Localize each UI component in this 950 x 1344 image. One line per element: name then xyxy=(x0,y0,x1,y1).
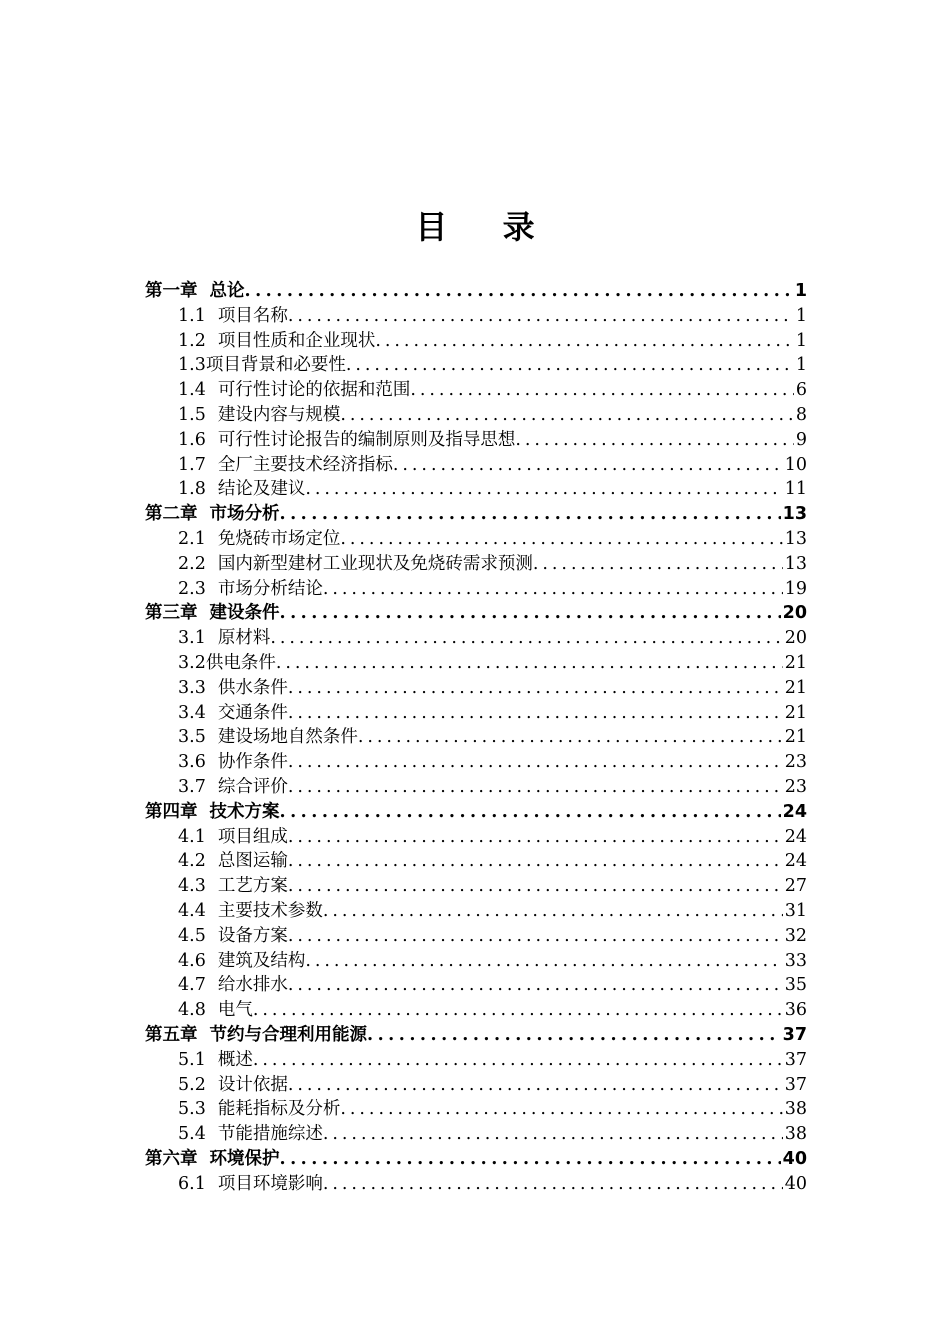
toc-chapter-entry[interactable] xyxy=(145,800,807,825)
toc-entry-label: 概述 xyxy=(217,1049,253,1070)
toc-section-entry[interactable] xyxy=(145,1097,807,1122)
page-title: 目 录 xyxy=(415,208,557,246)
toc-page-number: 23 xyxy=(784,752,807,773)
toc-entry-number: 1.6 xyxy=(178,429,206,450)
toc-dot-leader xyxy=(288,701,783,726)
toc-entry-number: 第四章 xyxy=(145,801,198,822)
toc-page-number: 8 xyxy=(795,404,807,425)
toc-section-entry[interactable] xyxy=(145,577,807,602)
toc-page-number: 1 xyxy=(795,330,807,351)
toc-entry-label: 项目背景和必要性 xyxy=(205,355,346,376)
toc-section-entry[interactable] xyxy=(145,453,807,478)
toc-entry-number: 3.6 xyxy=(178,752,206,773)
toc-entry-number: 第三章 xyxy=(145,603,198,624)
toc-chapter-entry[interactable] xyxy=(145,1023,807,1048)
toc-dot-leader xyxy=(533,552,783,577)
toc-page-number: 24 xyxy=(782,801,807,822)
toc-dot-leader xyxy=(340,1097,782,1122)
toc-section-entry[interactable] xyxy=(145,304,807,329)
toc-chapter-entry[interactable] xyxy=(145,601,807,626)
toc-entry-label: 市场分析 xyxy=(209,504,280,525)
toc-section-entry[interactable] xyxy=(145,849,807,874)
toc-entry-label: 环境保护 xyxy=(209,1148,280,1169)
toc-chapter-entry[interactable] xyxy=(145,1147,807,1172)
toc-dot-leader xyxy=(288,874,783,899)
toc-entry-number: 5.3 xyxy=(178,1099,206,1120)
toc-dot-leader xyxy=(276,651,783,676)
toc-chapter-entry[interactable] xyxy=(145,502,807,527)
toc-entry-number: 1.3 xyxy=(178,355,206,376)
toc-entry-label: 可行性讨论报告的编制原则及指导思想 xyxy=(217,429,516,450)
toc-entry-label: 给水排水 xyxy=(217,975,288,996)
toc-page-number: 1 xyxy=(795,305,807,326)
toc-section-entry[interactable] xyxy=(145,899,807,924)
toc-section-entry[interactable] xyxy=(145,428,807,453)
toc-entry-label: 设计依据 xyxy=(217,1074,288,1095)
toc-page-number: 10 xyxy=(784,454,807,475)
toc-section-entry[interactable] xyxy=(145,651,807,676)
toc-page-number: 21 xyxy=(784,652,807,673)
toc-dot-leader xyxy=(393,453,783,478)
toc-page-number: 37 xyxy=(782,1024,807,1045)
toc-dot-leader xyxy=(280,502,781,527)
toc-entry-label: 建筑及结构 xyxy=(217,950,306,971)
toc-entry-label: 协作条件 xyxy=(217,752,288,773)
toc-page-number: 20 xyxy=(784,628,807,649)
toc-section-entry[interactable] xyxy=(145,775,807,800)
toc-dot-leader xyxy=(288,750,783,775)
toc-entry-label: 国内新型建材工业现状及免烧砖需求预测 xyxy=(217,553,533,574)
toc-entry-label: 设备方案 xyxy=(217,925,288,946)
toc-dot-leader xyxy=(323,899,783,924)
toc-page-number: 31 xyxy=(784,900,807,921)
toc-entry-number: 4.6 xyxy=(178,950,206,971)
toc-dot-leader xyxy=(305,949,782,974)
toc-entry-number: 3.3 xyxy=(178,677,206,698)
toc-page-number: 21 xyxy=(784,727,807,748)
toc-entry-number: 1.4 xyxy=(178,380,206,401)
toc-dot-leader xyxy=(280,1147,781,1172)
toc-dot-leader xyxy=(346,353,794,378)
toc-dot-leader xyxy=(323,577,783,602)
toc-entry-number: 2.1 xyxy=(178,528,206,549)
toc-page-number: 40 xyxy=(784,1173,807,1194)
toc-page-number: 40 xyxy=(782,1148,807,1169)
toc-dot-leader xyxy=(253,998,783,1023)
toc-entry-label: 供电条件 xyxy=(205,652,276,673)
toc-page-number: 35 xyxy=(784,975,807,996)
toc-entry-number: 1.7 xyxy=(178,454,206,475)
toc-page-number: 24 xyxy=(784,851,807,872)
toc-entry-number: 4.5 xyxy=(178,925,206,946)
toc-entry-label: 全厂主要技术经济指标 xyxy=(217,454,393,475)
toc-page-number: 27 xyxy=(784,876,807,897)
toc-entry-number: 3.2 xyxy=(178,652,206,673)
toc-entry-label: 项目名称 xyxy=(217,305,288,326)
toc-page-number: 13 xyxy=(784,553,807,574)
toc-dot-leader xyxy=(515,428,794,453)
toc-entry-number: 5.1 xyxy=(178,1049,206,1070)
toc-entry-number: 第五章 xyxy=(145,1024,198,1045)
toc-dot-leader xyxy=(288,849,783,874)
toc-dot-leader xyxy=(280,601,781,626)
toc-entry-number: 1.2 xyxy=(178,330,206,351)
toc-section-entry[interactable] xyxy=(145,973,807,998)
toc-dot-leader xyxy=(280,800,781,825)
toc-entry-label: 建设内容与规模 xyxy=(217,404,341,425)
toc-page-number: 11 xyxy=(784,479,807,500)
toc-entry-number: 3.5 xyxy=(178,727,206,748)
toc-section-entry[interactable] xyxy=(145,378,807,403)
toc-entry-number: 第一章 xyxy=(145,281,198,301)
toc-section-entry[interactable] xyxy=(145,1122,807,1147)
toc-section-entry[interactable] xyxy=(145,403,807,428)
toc-dot-leader xyxy=(410,378,794,403)
toc-dot-leader xyxy=(253,1048,783,1073)
toc-section-entry[interactable] xyxy=(145,676,807,701)
toc-section-entry[interactable] xyxy=(145,1048,807,1073)
toc-section-entry[interactable] xyxy=(145,329,807,354)
toc-dot-leader xyxy=(245,279,793,304)
toc-entry-label: 原材料 xyxy=(217,628,271,649)
toc-entry-label: 技术方案 xyxy=(209,801,280,822)
toc-section-entry[interactable] xyxy=(145,874,807,899)
toc-page-number: 6 xyxy=(795,380,807,401)
toc-entry-number: 4.3 xyxy=(178,876,206,897)
toc-page-number: 37 xyxy=(784,1074,807,1095)
toc-dot-leader xyxy=(340,403,794,428)
toc-entry-number: 2.2 xyxy=(178,553,206,574)
toc-entry-label: 节能措施综述 xyxy=(217,1124,323,1145)
toc-section-entry[interactable] xyxy=(145,998,807,1023)
toc-dot-leader xyxy=(358,725,783,750)
toc-page-number: 23 xyxy=(784,776,807,797)
toc-page-number: 13 xyxy=(782,504,807,525)
toc-entry-number: 1.1 xyxy=(178,305,206,326)
toc-entry-number: 6.1 xyxy=(178,1173,206,1194)
toc-page-number: 38 xyxy=(784,1099,807,1120)
toc-dot-leader xyxy=(323,1172,783,1197)
toc-entry-label: 项目性质和企业现状 xyxy=(217,330,376,351)
toc-entry-label: 能耗指标及分析 xyxy=(217,1099,341,1120)
toc-entry-number: 3.4 xyxy=(178,702,206,723)
toc-entry-number: 第二章 xyxy=(145,504,198,525)
toc-dot-leader xyxy=(288,825,783,850)
toc-section-entry[interactable] xyxy=(145,1172,807,1197)
toc-entry-label: 电气 xyxy=(217,1000,253,1021)
toc-entry-label: 综合评价 xyxy=(217,776,288,797)
toc-entry-number: 5.2 xyxy=(178,1074,206,1095)
toc-entry-label: 工艺方案 xyxy=(217,876,288,897)
toc-page-number: 19 xyxy=(784,578,807,599)
toc-entry-label: 总图运输 xyxy=(217,851,288,872)
toc-entry-number: 3.1 xyxy=(178,628,206,649)
toc-entry-label: 可行性讨论的依据和范围 xyxy=(217,380,411,401)
toc-entry-label: 市场分析结论 xyxy=(217,578,323,599)
toc-section-entry[interactable] xyxy=(145,477,807,502)
toc-dot-leader xyxy=(288,924,783,949)
toc-page-number: 36 xyxy=(784,1000,807,1021)
toc-dot-leader xyxy=(270,626,782,651)
toc-page-number: 21 xyxy=(784,702,807,723)
toc-entry-label: 总论 xyxy=(209,281,245,301)
toc-entry-number: 4.1 xyxy=(178,826,206,847)
toc-section-entry[interactable] xyxy=(145,725,807,750)
toc-page-number: 20 xyxy=(782,603,807,624)
toc-entry-label: 免烧砖市场定位 xyxy=(217,528,341,549)
toc-page-number: 1 xyxy=(795,355,807,376)
toc-section-entry[interactable] xyxy=(145,1073,807,1098)
toc-entry-label: 建设场地自然条件 xyxy=(217,727,358,748)
toc-dot-leader xyxy=(288,676,783,701)
toc-entry-label: 交通条件 xyxy=(217,702,288,723)
toc-entry-label: 项目环境影响 xyxy=(217,1173,323,1194)
toc-entry-number: 4.7 xyxy=(178,975,206,996)
toc-section-entry[interactable] xyxy=(145,750,807,775)
toc-entry-number: 4.8 xyxy=(178,1000,206,1021)
toc-page-number: 38 xyxy=(784,1124,807,1145)
toc-page-number: 32 xyxy=(784,925,807,946)
toc-section-entry[interactable] xyxy=(145,825,807,850)
toc-entry-number: 5.4 xyxy=(178,1124,206,1145)
toc-page-number: 1 xyxy=(794,281,807,301)
toc-section-entry[interactable] xyxy=(145,701,807,726)
toc-entry-number: 1.8 xyxy=(178,479,206,500)
toc-dot-leader xyxy=(340,527,782,552)
toc-entry-label: 项目组成 xyxy=(217,826,288,847)
toc-section-entry[interactable] xyxy=(145,527,807,552)
toc-dot-leader xyxy=(288,1073,783,1098)
toc-entry-number: 2.3 xyxy=(178,578,206,599)
toc-page-number: 33 xyxy=(784,950,807,971)
toc-section-entry[interactable] xyxy=(145,626,807,651)
toc-entry-number: 4.2 xyxy=(178,851,206,872)
toc-entry-label: 节约与合理利用能源 xyxy=(209,1024,367,1045)
toc-entry-label: 结论及建议 xyxy=(217,479,306,500)
toc-entry-number: 1.5 xyxy=(178,404,206,425)
toc-entry-label: 供水条件 xyxy=(217,677,288,698)
toc-page-number: 24 xyxy=(784,826,807,847)
toc-dot-leader xyxy=(305,477,782,502)
toc-dot-leader xyxy=(367,1023,781,1048)
toc-section-entry[interactable] xyxy=(145,949,807,974)
toc-entry-number: 第六章 xyxy=(145,1148,198,1169)
toc-page-number: 13 xyxy=(784,528,807,549)
table-of-contents xyxy=(145,279,807,1196)
toc-dot-leader xyxy=(288,304,794,329)
toc-dot-leader xyxy=(375,329,794,354)
toc-section-entry[interactable] xyxy=(145,353,807,378)
toc-section-entry[interactable] xyxy=(145,552,807,577)
toc-entry-number: 3.7 xyxy=(178,776,206,797)
toc-page-number: 37 xyxy=(784,1049,807,1070)
toc-page-number: 21 xyxy=(784,677,807,698)
toc-chapter-entry[interactable] xyxy=(145,279,807,304)
toc-entry-label: 建设条件 xyxy=(209,603,280,624)
toc-dot-leader xyxy=(288,775,783,800)
toc-entry-label: 主要技术参数 xyxy=(217,900,323,921)
toc-page-number: 9 xyxy=(795,429,807,450)
toc-entry-number: 4.4 xyxy=(178,900,206,921)
toc-section-entry[interactable] xyxy=(145,924,807,949)
toc-dot-leader xyxy=(323,1122,783,1147)
toc-dot-leader xyxy=(288,973,783,998)
